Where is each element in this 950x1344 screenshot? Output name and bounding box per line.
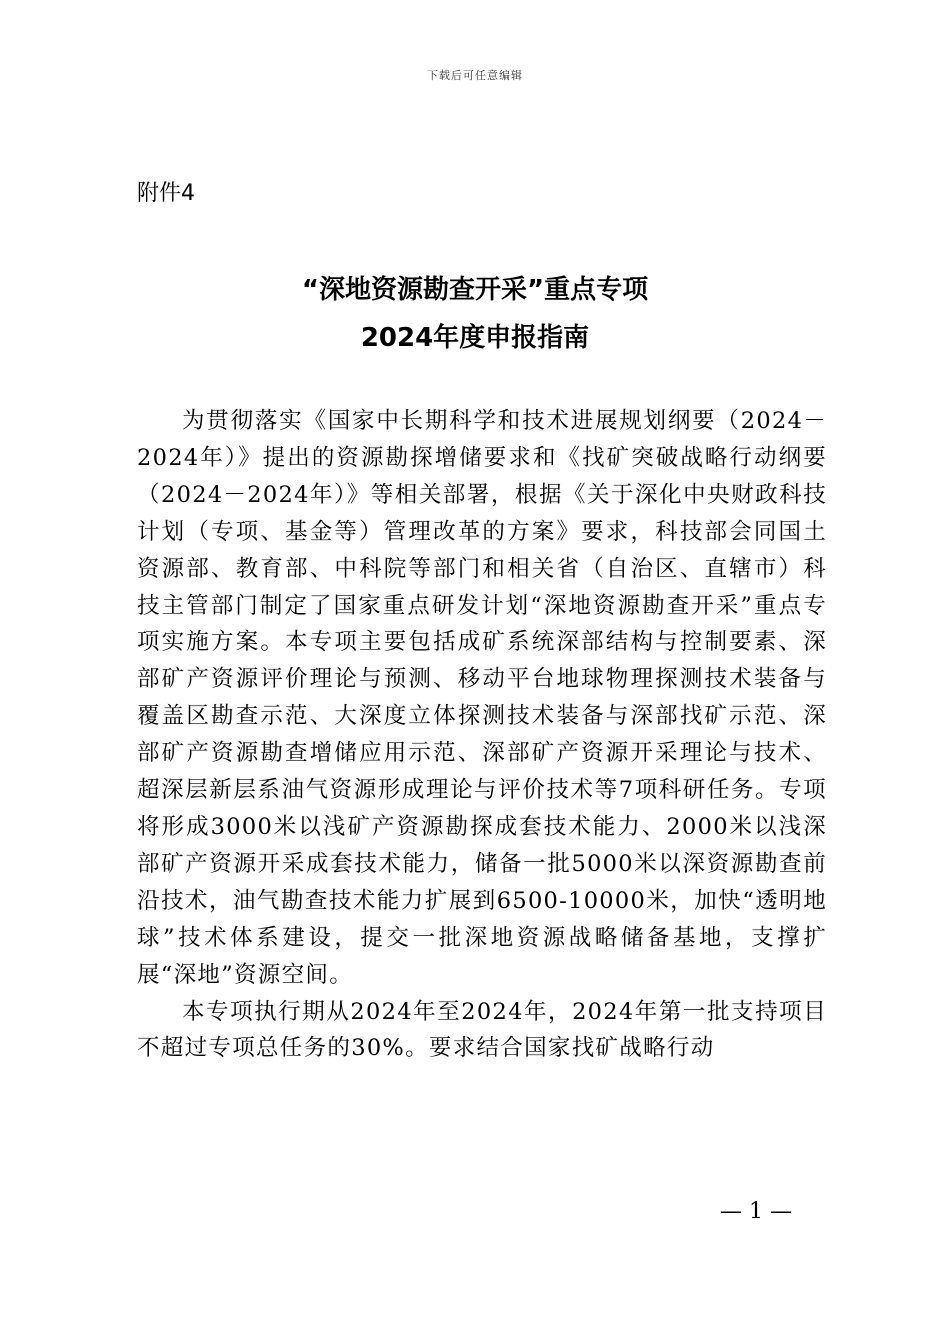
document-title-line-1: “深地资源勘查开采”重点专项: [301, 275, 649, 305]
body-paragraph-1: 为贯彻落实《国家中长期科学和技术进展规划纲要（2024－2024年）》提出的资源勘探增储要求和《找矿突破战略行动纲要（2024－2024年）》等相关部署，根据《关于深化中央财政科技计划（专项、基金等）管理改革的方案》要求，科技部会同国土资源部、教育部、中科院等部门和相关省（自治区、直辖市）科技主管部门制定了国家重点研发计划“深地资源勘查开采”重点专项实施方案。本专项主要包括成矿系统深部结构与控制要素、深部矿产资源评价理论与预测、移动平台地球物理探测技术装备与覆盖区勘查示范、大深度立体探测技术装备与深部找矿示范、深部矿产资源勘查增储应用示范、深部矿产资源开采理论与技术、超深层新层系油气资源形成理论与评价技术等7项科研任务。专项将形成3000米以浅矿产资源勘探成套技术能力、2000米以浅深部矿产资源开采成套技术能力，储备一批5000米以深资源勘查前沿技术，油气勘查技术能力扩展到6500-10000米，加快“透明地球”技术体系建设，提交一批深地资源战略储备基地，支撑扩展“深地”资源空间。: [137, 408, 827, 988]
header-note: 下载后可任意编辑: [427, 69, 523, 82]
page-number: — 1 —: [720, 1199, 792, 1224]
body-paragraph-2: 本专项执行期从2024年至2024年，2024年第一批支持项目不超过专项总任务的30%。要求结合国家找矿战略行动: [137, 998, 827, 1062]
document-body: [137, 403, 827, 1067]
document-title-line-2: 2024年度申报指南: [360, 323, 590, 353]
attachment-label: 附件4: [137, 181, 195, 206]
